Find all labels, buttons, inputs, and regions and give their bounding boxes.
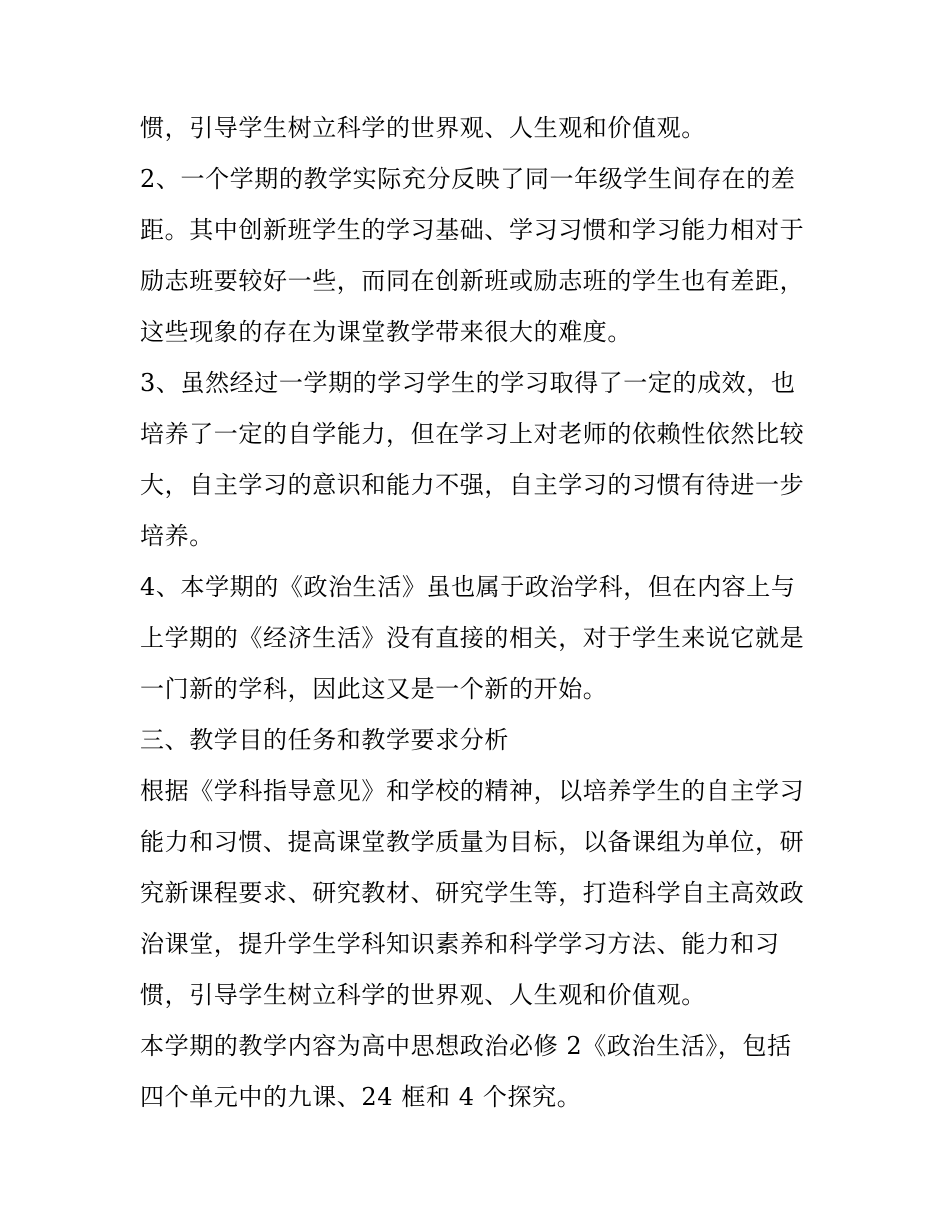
text-line-20: 四个单元中的九课、24 框和 4 个探究。: [140, 1083, 582, 1111]
text-line-2: 2、一个学期的教学实际充分反映了同一年级学生间存在的差: [140, 165, 796, 193]
text-line-18: 惯，引导学生树立科学的世界观、人生观和价值观。: [140, 981, 706, 1009]
text-line-4: 励志班要较好一些，而同在创新班或励志班的学生也有差距，: [140, 267, 805, 295]
text-line-8: 大，自主学习的意识和能力不强，自主学习的习惯有待进一步: [140, 471, 805, 499]
text-line-16: 究新课程要求、研究教材、研究学生等，打造科学自主高效政: [140, 879, 805, 907]
text-line-12: 一门新的学科，因此这又是一个新的开始。: [140, 675, 608, 703]
text-line-11: 上学期的《经济生活》没有直接的相关，对于学生来说它就是: [140, 624, 805, 652]
text-line-1: 惯，引导学生树立科学的世界观、人生观和价值观。: [140, 114, 706, 142]
section-heading: 三、教学目的任务和教学要求分析: [140, 726, 509, 754]
text-line-7: 培养了一定的自学能力，但在学习上对老师的依赖性依然比较: [140, 420, 805, 448]
text-line-3: 距。其中创新班学生的学习基础、学习习惯和学习能力相对于: [140, 216, 805, 244]
text-line-9: 培养。: [140, 522, 214, 550]
text-line-15: 能力和习惯、提高课堂教学质量为目标，以备课组为单位，研: [140, 828, 805, 856]
body-text: [140, 103, 820, 1123]
text-line-19: 本学期的教学内容为高中思想政治必修 2《政治生活》，包括: [140, 1032, 792, 1060]
text-line-17: 治课堂，提升学生学科知识素养和科学学习方法、能力和习: [140, 930, 780, 958]
text-line-14: 根据《学科指导意见》和学校的精神，以培养学生的自主学习: [140, 777, 805, 805]
text-line-5: 这些现象的存在为课堂教学带来很大的难度。: [140, 318, 632, 346]
text-line-6: 3、虽然经过一学期的学习学生的学习取得了一定的成效，也: [140, 369, 796, 397]
text-line-10: 4、本学期的《政治生活》虽也属于政治学科，但在内容上与: [140, 573, 796, 601]
